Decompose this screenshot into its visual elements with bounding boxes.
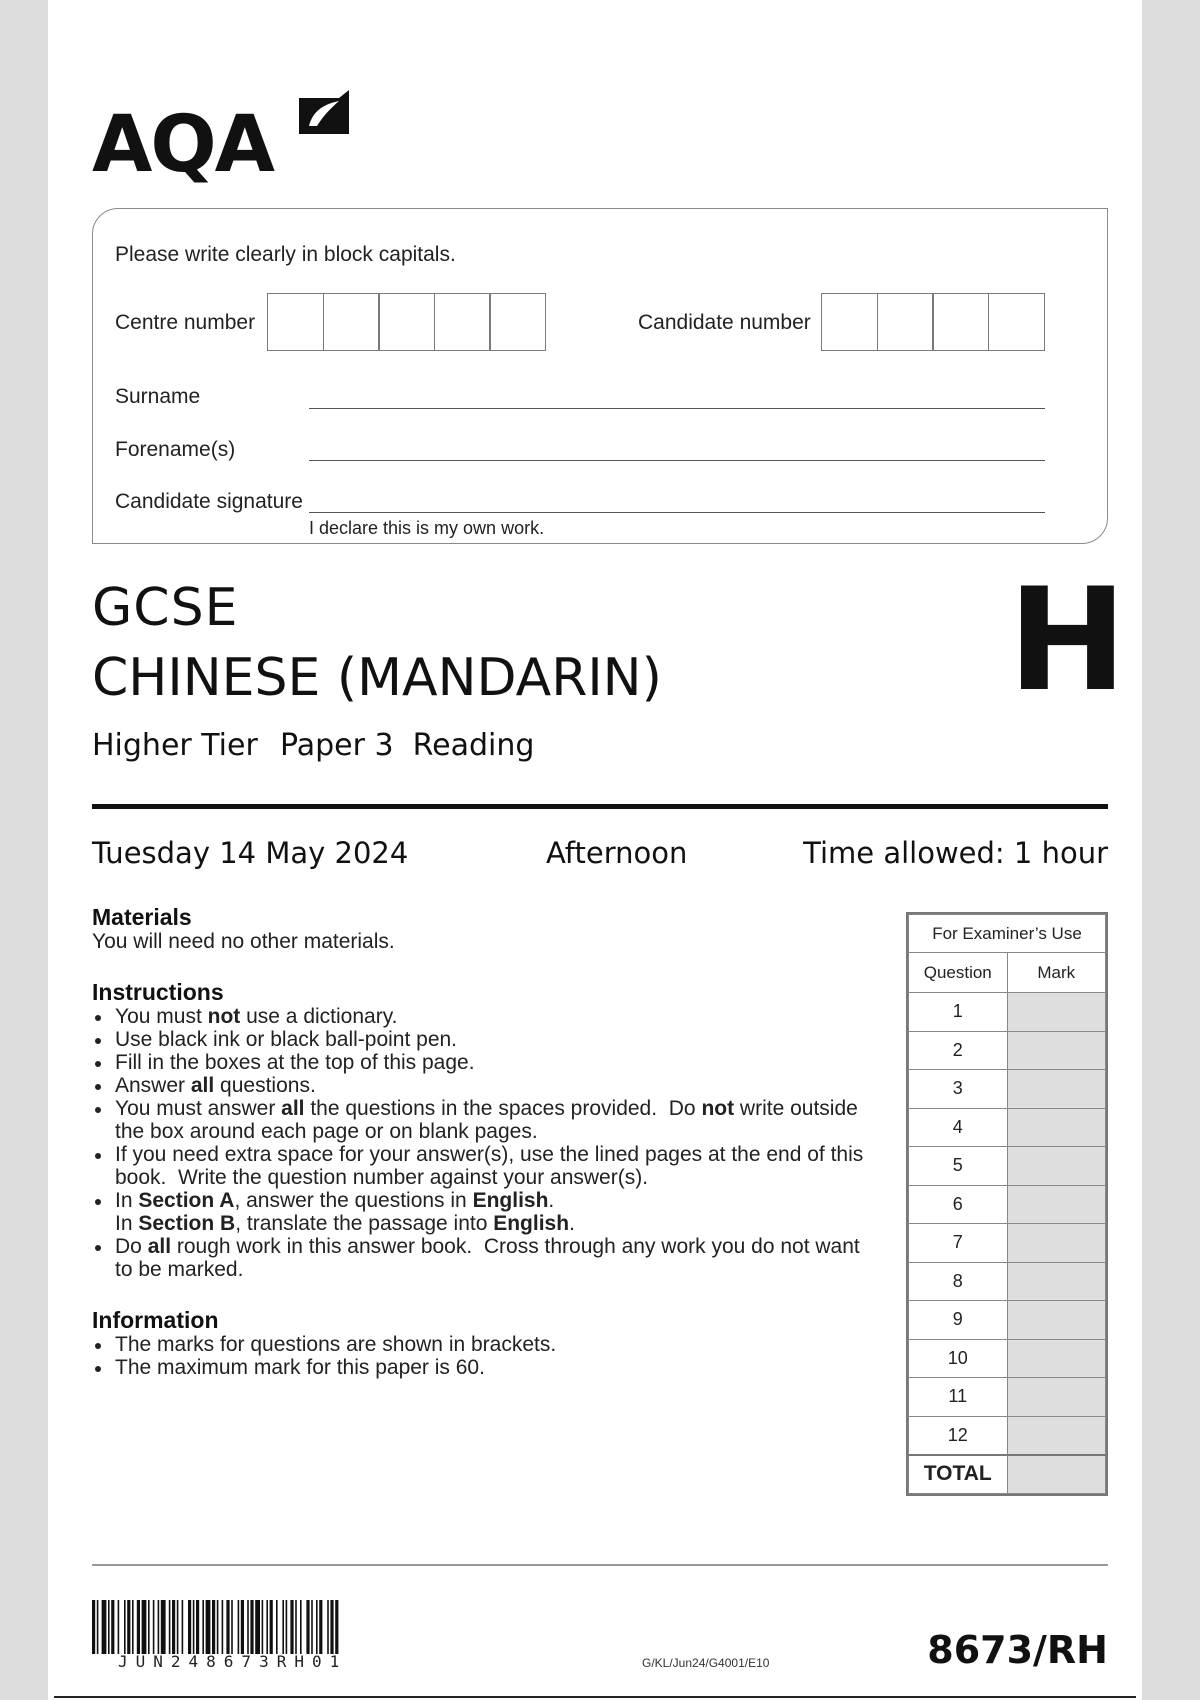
barcode-bar <box>137 1600 140 1654</box>
qualification-title: GCSE <box>92 578 239 638</box>
logo-text: AQA <box>92 100 274 190</box>
barcode-bar <box>282 1600 284 1654</box>
barcode-bar <box>172 1600 175 1654</box>
centre-number-digit[interactable] <box>267 293 324 351</box>
barcode-bar <box>335 1600 338 1654</box>
paper-code: 8673/RH <box>927 1628 1108 1672</box>
table-row <box>909 1108 1106 1147</box>
barcode-bar <box>262 1600 264 1654</box>
barcode-bar <box>212 1600 215 1654</box>
paper-label: Paper 3 Reading <box>280 728 535 763</box>
barcode-bar <box>226 1600 229 1654</box>
barcode-bar <box>222 1600 224 1654</box>
list-item: Answer all questions. <box>92 1074 882 1097</box>
barcode-bar <box>202 1600 204 1654</box>
list-item: Use black ink or black ball-point pen. <box>92 1028 882 1051</box>
barcode-bar <box>319 1600 322 1654</box>
barcode-bar <box>161 1600 166 1654</box>
centre-number-label: Centre number <box>115 311 256 334</box>
tier-label: Higher Tier <box>92 728 258 763</box>
barcode-bar <box>255 1600 260 1654</box>
barcode-bar <box>247 1600 249 1654</box>
barcode-bar <box>92 1600 95 1654</box>
candidate-number-digit[interactable] <box>988 293 1045 351</box>
question-number: 6 <box>909 1185 1008 1224</box>
table-row <box>909 1262 1106 1301</box>
mark-cell <box>1007 1416 1106 1455</box>
table-row <box>909 1416 1106 1455</box>
mark-cell <box>1007 1147 1106 1186</box>
time-allowed: Time allowed: 1 hour <box>803 836 1108 870</box>
barcode-bar <box>241 1600 244 1654</box>
examiners-use-title: For Examiner’s Use <box>909 915 1106 953</box>
list-item: You must not use a dictionary. <box>92 1005 882 1028</box>
table-row <box>909 1031 1106 1070</box>
barcode-bar <box>127 1600 130 1654</box>
exam-cover-page <box>48 0 1142 1700</box>
subject-title: CHINESE (MANDARIN) <box>92 648 662 708</box>
barcode-bar <box>250 1600 253 1654</box>
candidate-number-digit[interactable] <box>821 293 878 351</box>
signature-line[interactable] <box>309 512 1045 513</box>
mark-cell <box>1007 1262 1106 1301</box>
barcode-bar <box>124 1600 126 1654</box>
instructions-heading: Instructions <box>92 979 224 1005</box>
mark-cell <box>1007 1108 1106 1147</box>
mark-cell <box>1007 1378 1106 1417</box>
barcode-bar <box>111 1600 114 1654</box>
barcode-bar <box>177 1600 179 1654</box>
barcode <box>92 1600 504 1654</box>
forenames-label: Forename(s) <box>115 438 236 461</box>
barcode-bar <box>311 1600 313 1654</box>
candidate-details-box <box>92 208 1108 544</box>
barcode-bar <box>188 1600 191 1654</box>
barcode-bar <box>316 1600 318 1654</box>
barcode-bar <box>102 1600 107 1654</box>
page-bottom-rule <box>54 1696 1136 1698</box>
instructions-column <box>92 904 882 1379</box>
barcode-bar <box>142 1600 147 1654</box>
barcode-bar <box>196 1600 199 1654</box>
forenames-line[interactable] <box>309 460 1045 461</box>
title-divider <box>92 804 1108 809</box>
paper-reference: G/KL/Jun24/G4001/E10 <box>642 1656 770 1670</box>
question-number: 8 <box>909 1262 1008 1301</box>
question-number: 12 <box>909 1416 1008 1455</box>
candidate-number-label: Candidate number <box>638 311 811 334</box>
table-row <box>909 1378 1106 1417</box>
mark-cell <box>1007 1301 1106 1340</box>
barcode-bar <box>217 1600 219 1654</box>
barcode-bar <box>118 1600 120 1654</box>
candidate-number-digit[interactable] <box>877 293 934 351</box>
question-number: 7 <box>909 1224 1008 1263</box>
table-row <box>909 1301 1106 1340</box>
candidate-number-boxes <box>821 293 1045 351</box>
barcode-bar <box>97 1600 99 1654</box>
barcode-bar <box>300 1600 302 1654</box>
mark-cell <box>1007 1224 1106 1263</box>
centre-number-digit[interactable] <box>323 293 380 351</box>
table-row <box>909 1185 1106 1224</box>
barcode-bar <box>231 1600 233 1654</box>
table-row <box>909 1147 1106 1186</box>
footer-divider <box>92 1564 1108 1566</box>
table-row <box>909 1070 1106 1109</box>
centre-number-digit[interactable] <box>489 293 546 351</box>
barcode-bar <box>148 1600 150 1654</box>
centre-number-digit[interactable] <box>378 293 435 351</box>
question-number: 2 <box>909 1031 1008 1070</box>
barcode-bar <box>290 1600 293 1654</box>
barcode-bar <box>295 1600 297 1654</box>
declaration-text: I declare this is my own work. <box>309 518 545 538</box>
centre-number-boxes <box>267 293 546 351</box>
barcode-bar <box>182 1600 184 1654</box>
information-heading: Information <box>92 1307 219 1333</box>
barcode-text: JUN248673RH01 <box>118 1652 348 1671</box>
materials-heading: Materials <box>92 904 192 930</box>
centre-number-digit[interactable] <box>434 293 491 351</box>
examiners-use-table <box>906 912 1108 1496</box>
barcode-bar <box>330 1600 333 1654</box>
block-capitals-instruction: Please write clearly in block capitals. <box>115 243 456 266</box>
candidate-number-digit[interactable] <box>932 293 989 351</box>
barcode-bar <box>169 1600 171 1654</box>
question-number: 10 <box>909 1339 1008 1378</box>
barcode-bar <box>276 1600 278 1654</box>
question-number: 3 <box>909 1070 1008 1109</box>
table-row <box>909 993 1106 1032</box>
question-number: 11 <box>909 1378 1008 1417</box>
barcode-bar <box>238 1600 240 1654</box>
barcode-bar <box>206 1600 211 1654</box>
barcode-bar <box>286 1600 288 1654</box>
mark-cell <box>1007 1031 1106 1070</box>
exam-date: Tuesday 14 May 2024 <box>92 836 409 870</box>
list-item: In Section A, answer the questions in English. In Section B, translate the passage into English. <box>92 1189 882 1235</box>
barcode-bar <box>266 1600 268 1654</box>
barcode-bar <box>193 1600 195 1654</box>
table-row <box>909 1339 1106 1378</box>
question-number: 1 <box>909 993 1008 1032</box>
list-item: If you need extra space for your answer(s), use the lined pages at the end of this book. Write the question number against your answer(s). <box>92 1143 882 1189</box>
mark-column-header: Mark <box>1007 953 1106 993</box>
question-number: 5 <box>909 1147 1008 1186</box>
materials-text: You will need no other materials. <box>92 930 395 953</box>
barcode-bar <box>327 1600 329 1654</box>
list-item: The marks for questions are shown in brackets. <box>92 1333 882 1356</box>
exam-session: Afternoon <box>546 836 688 870</box>
list-item: Do all rough work in this answer book. Cross through any work you do not want to be marked. <box>92 1235 882 1281</box>
question-number: 9 <box>909 1301 1008 1340</box>
surname-label: Surname <box>115 385 201 408</box>
tier-letter: H <box>1008 558 1127 723</box>
barcode-bar <box>153 1600 155 1654</box>
mark-cell <box>1007 1070 1106 1109</box>
aqa-logo <box>92 88 362 188</box>
instructions-list <box>92 1005 882 1281</box>
barcode-bar <box>132 1600 134 1654</box>
barcode-bar <box>306 1600 309 1654</box>
signature-label: Candidate signature <box>115 490 303 513</box>
question-column-header: Question <box>909 953 1008 993</box>
barcode-bar <box>108 1600 110 1654</box>
mark-cell <box>1007 1185 1106 1224</box>
barcode-bar <box>158 1600 160 1654</box>
mark-cell <box>1007 993 1106 1032</box>
list-item: You must answer all the questions in the spaces provided. Do not write outside the box around each page or on blank pages. <box>92 1097 882 1143</box>
total-mark-cell <box>1007 1455 1106 1494</box>
table-row <box>909 1224 1106 1263</box>
barcode-bar <box>270 1600 273 1654</box>
mark-cell <box>1007 1339 1106 1378</box>
total-label: TOTAL <box>909 1455 1008 1494</box>
list-item: The maximum mark for this paper is 60. <box>92 1356 882 1379</box>
information-list <box>92 1333 882 1379</box>
question-number: 4 <box>909 1108 1008 1147</box>
surname-line[interactable] <box>309 408 1045 409</box>
aqa-leaf-icon <box>295 88 351 144</box>
list-item: Fill in the boxes at the top of this page. <box>92 1051 882 1074</box>
